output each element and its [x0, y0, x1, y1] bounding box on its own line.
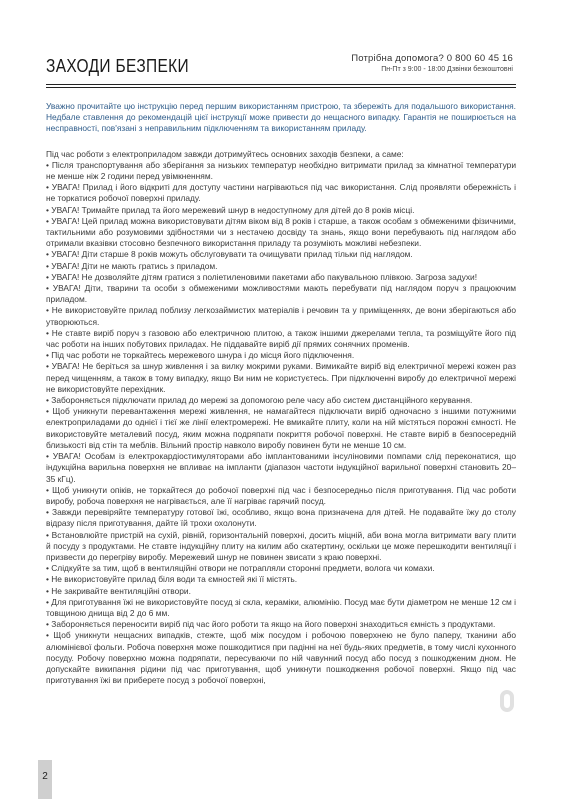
list-item: • Не використовуйте прилад біля води та ємностей які її містять. — [46, 574, 298, 585]
list-item: • Забороняється підключати прилад до мережі за допомогою реле часу або систем дистанційного керування. — [46, 395, 473, 406]
list-item: • УВАГА! Цей прилад можна використовувати дітям віком від 8 років і старше, а також особам з обмеженими фізичними, тактильними або розумовими здібностями чи з нестачею досвіду та знань, якщо вони перебувають під наглядом або отримали вказівки стосовно безпечного використання приладу та розуміють можливі небезпеки. — [46, 215, 516, 249]
watermark-mark — [500, 690, 514, 712]
intro-paragraph: Уважно прочитайте цю інструкцію перед першим використанням пристрою, та збережіть для подальшого використання. Недбале ставлення до рекомендацій цієї інструкції може привести до нещасного випадку. Гарантія не поширюється на несправності, пов'язані з неправильним підключенням та використанням приладу. — [46, 101, 516, 134]
hotline-block — [351, 53, 513, 73]
page-title: ЗАХОДИ БЕЗПЕКИ — [46, 56, 190, 76]
header-divider — [46, 84, 516, 85]
list-item: • УВАГА! Не дозволяйте дітям гратися з поліетиленовими пакетами або пакувальною плівкою. Загроза задухи! — [46, 271, 478, 282]
list-item: • УВАГА! Діти не мають гратись з приладом. — [46, 260, 218, 271]
list-item: • Щоб уникнути нещасних випадків, стежте, щоб між посудом і робочою поверхнею не було паперу, тканини або алюмінієвої фольги. Робоча поверхня може пошкодитися при падінні на неї будь-яких предметів, в тому числі кухонного посуду. Робочу поверхню можна подряпати, пересуваючи по ній чавунний посуд або посуд з пошкодженим дном. Не допускайте википання рідини під час приготування, щоб уникнути пошкодження робочої поверхні. Якщо під час приготування їжі ви приберете посуд з робочої поверхні, — [46, 630, 516, 686]
safety-list — [46, 160, 516, 687]
header-divider-thin — [46, 87, 516, 88]
list-item: • УВАГА! Прилад і його відкриті для доступу частини нагріваються під час використання. Слід проявляти обережність і не торкатися робочої поверхні приладу. — [46, 182, 516, 204]
list-item: • Щоб уникнути перевантаження мережі живлення, не намагайтеся підключати виріб одночасно з іншими потужними електроприладами до однієї і тієї же лінії електромережі. Не вмикайте плиту, коли на ній містяться порожні ємності. Не використовуйте металевий посуд, яким можна подряпати покриття робочої поверхні. Не ставте виріб в безпосередній близькості від стін та меблів. Вільний простір навколо виробу повинен бути не менше 10 см. — [46, 406, 516, 450]
list-item: • Під час роботи не торкайтесь мережевого шнура і до місця його підключення. — [46, 350, 355, 361]
list-item: • Після транспортування або зберігання за низьких температур необхідно витримати прилад за кімнатної температури не менше ніж 2 години перед увімкненням. — [46, 159, 516, 182]
page-number: 2 — [38, 760, 52, 799]
hotline-hours: Пн-Пт з 9:00 - 18:00 Дзвінки безкоштовні — [381, 66, 513, 73]
list-item: • Не ставте виріб поруч з газовою або електричною плитою, а також іншими джерелами тепла, та розміщуйте його під час роботи на інших побутових приладах. Не піддавайте виріб дії прямих сонячних променів. — [46, 327, 516, 350]
list-item: • Забороняється переносити виріб під час його роботи та якщо на його поверхні знаходиться ємність з продуктами. — [46, 619, 496, 630]
list-item: • Завжди перевіряйте температуру готової їжі, особливо, якщо вона призначена для дітей. Не подавайте їжу до столу відразу після приготування, дайте їй трохи охолонути. — [46, 507, 516, 529]
list-item: • Не використовуйте прилад поблизу легкозаймистих матеріалів і речовин та у приміщеннях, де вони зберігаються або утворюються. — [46, 305, 516, 327]
list-item: • Для приготування їжі не використовуйте посуд зі скла, кераміки, алюмінію. Посуд має бути діаметром не менше 12 см і товщиною днища від 2 до 6 мм. — [46, 596, 516, 618]
list-item: • Не закривайте вентиляційні отвори. — [46, 585, 191, 596]
list-item: • УВАГА! Тримайте прилад та його мережевий шнур в недоступному для дітей до 8 років місці. — [46, 204, 415, 215]
list-item: • УВАГА! Діти старше 8 років можуть обслуговувати та очищувати прилад тільки під наглядом. — [46, 249, 413, 260]
hotline-phone: Потрібна допомога? 0 800 60 45 16 — [351, 53, 513, 64]
list-item: • УВАГА! Особам із електрокардіостимуляторами або імплантованими інсуліновими помпами слід переконатися, що індукційна варильна поверхня не впливає на імпланти (діапазон частоти індукційної варильної поверхні становить 20–35 кГц). — [46, 451, 516, 484]
list-item: • Щоб уникнути опіків, не торкайтеся до робочої поверхні під час і безпосередньо після приготування. Під час роботи виробу, робоча поверхня не нагрівається, але її нагріває гарячий посуд. — [46, 484, 516, 506]
safety-text — [46, 101, 516, 686]
list-item: • УВАГА! Діти, тварини та особи з обмеженими можливостями мають перебувати під наглядом поруч з працюючим приладом. — [46, 283, 516, 305]
list-item: • Слідкуйте за тим, щоб в вентиляційні отвори не потрапляли сторонні предмети, волога чи комахи. — [46, 563, 435, 574]
list-item: • УВАГА! Не берiться за шнур живлення і за вилку мокрими руками. Вимикайте виріб від електричної мережі кожен раз перед чищенням, а також в тому випадку, якщо Ви ним не користуєтесь. При підключенні виробу до електричної мережі не використовуйте перехідник. — [46, 361, 516, 394]
lead-paragraph: Під час роботи з електроприладом завжди дотримуйтесь основних заходів безпеки, а саме: — [46, 148, 404, 159]
list-item: • Встановлюйте пристрій на сухій, рівній, горизонтальній поверхні, досить міцній, аби вона могла витримати вагу плити й посуду з продуктами. Не ставте індукційну плиту на килим або скатертину, оскільки це може перешкодити вентиляції і призвести до перегріву виробу. Мережевий шнур не повинен звисати з краю поверхні. — [46, 529, 516, 562]
